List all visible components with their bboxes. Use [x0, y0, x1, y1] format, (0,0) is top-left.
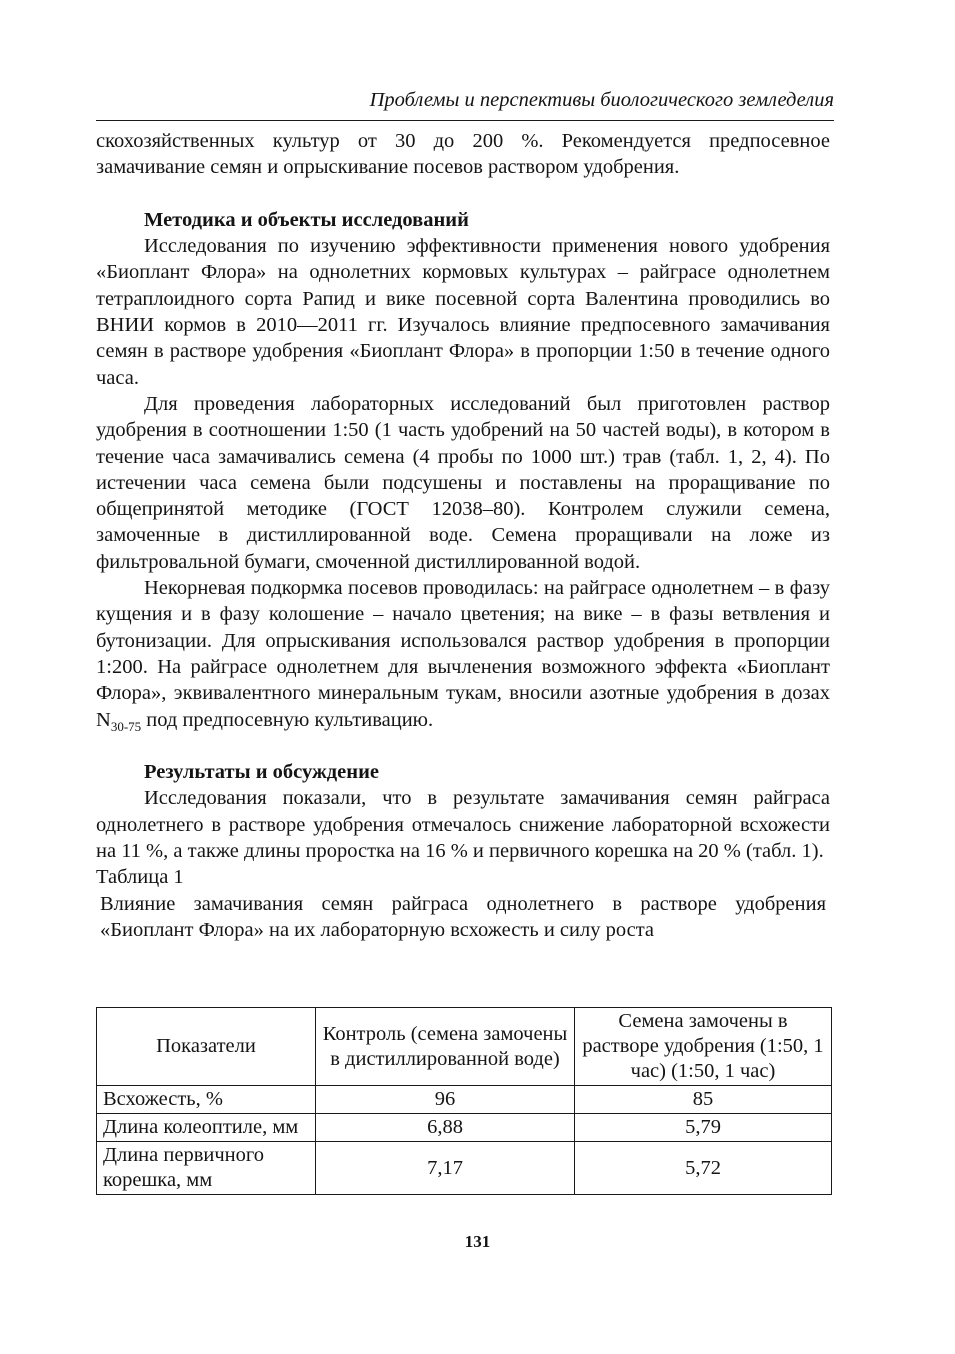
results-table: [96, 1007, 832, 1195]
page-number: 131: [464, 1232, 491, 1251]
row-treated-value: 5,79: [575, 1114, 832, 1142]
body-text: [96, 128, 830, 943]
results-heading: Результаты и обсуждение: [144, 761, 379, 784]
row-control-value: 7,17: [316, 1142, 575, 1195]
table-header-row: [97, 1008, 832, 1086]
row-label: Всхожесть, %: [97, 1086, 316, 1114]
section-gap: [96, 733, 830, 759]
table-row: [97, 1114, 832, 1142]
table-caption: Влияние замачивания семян райграса однолетнего в растворе удобрения «Биоплант Флора» на их лабораторную всхожесть и силу роста: [100, 892, 826, 941]
header-control: Контроль (семена замочены в дистиллированной воде): [316, 1008, 575, 1086]
methods-paragraph-3: [96, 575, 830, 733]
row-label: Длина колеоптиле, мм: [97, 1114, 316, 1142]
methods-paragraph-3-text: Некорневая подкормка посевов проводилась: на райграсе однолетнем – в фазу кущения и в фазу колошение – начало цветения; на вике – в фазы ветвления и бутонизации. Для опрыскивания использовался раствор удобрения в пропорции 1:200. На райграсе однолетнем для вычленения возможного эффекта «Биоплант Флора», эквивалентного минеральным тукам, вносили азотные удобрения в дозах N: [96, 577, 830, 731]
row-treated-value: 85: [575, 1086, 832, 1114]
methods-paragraph-2: Для проведения лабораторных исследований был приготовлен раствор удобрения в соотношении 1:50 (1 часть удобрений на 50 частей воды), в котором в течение часа замачивались семена (4 пробы по 1000 шт.) трав (табл. 1, 2, 4). По истечении часа семена были подсушены и поставлены на проращивание по общепринятой методике (ГОСТ 12038–80). Контролем служили семена, замоченные в дистиллированной воде. Семена проращивали на ложе из фильтровальной бумаги, смоченной дистиллированной водой.: [96, 392, 830, 573]
row-treated-value: 5,72: [575, 1142, 832, 1195]
running-header: Проблемы и перспективы биологического земледелия: [369, 89, 834, 111]
header-treated: Семена замочены в растворе удобрения (1:50, 1 час) (1:50, 1 час): [575, 1008, 832, 1086]
header-rule: [96, 120, 834, 121]
nitrogen-dose-subscript: 30-75: [110, 718, 142, 734]
section-gap: [96, 181, 830, 207]
methods-heading: Методика и объекты исследований: [144, 208, 469, 231]
methods-paragraph-1: Исследования по изучению эффективности применения нового удобрения «Биоплант Флора» на однолетних кормовых культурах – райграсе однолетнем тетраплоидного сорта Рапид и вике посевной сорта Валентина проводились во ВНИИ кормов в 2010—2011 гг. Изучалось влияние предпосевного замачивания семян в растворе удобрения «Биоплант Флора» в пропорции 1:50 в течение одного часа.: [96, 235, 830, 389]
row-control-value: 96: [316, 1086, 575, 1114]
row-label: Длина первичного корешка, мм: [97, 1142, 316, 1195]
table-row: [97, 1142, 832, 1195]
table-label: Таблица 1: [96, 866, 184, 889]
results-paragraph: Исследования показали, что в результате замачивания семян райграса однолетнего в растворе удобрения отмечалось снижение лабораторной всхожести на 11 %, а также длины проростка на 16 % и первичного корешка на 20 % (табл. 1).: [96, 787, 830, 863]
table-row: [97, 1086, 832, 1114]
header-indicators: Показатели: [97, 1008, 316, 1086]
row-control-value: 6,88: [316, 1114, 575, 1142]
intro-paragraph: скохозяйственных культур от 30 до 200 %. Рекомендуется предпосевное замачивание семян и опрыскивание посевов раствором удобрения.: [96, 130, 830, 179]
methods-paragraph-3-end: под предпосевную культивацию.: [141, 708, 434, 731]
